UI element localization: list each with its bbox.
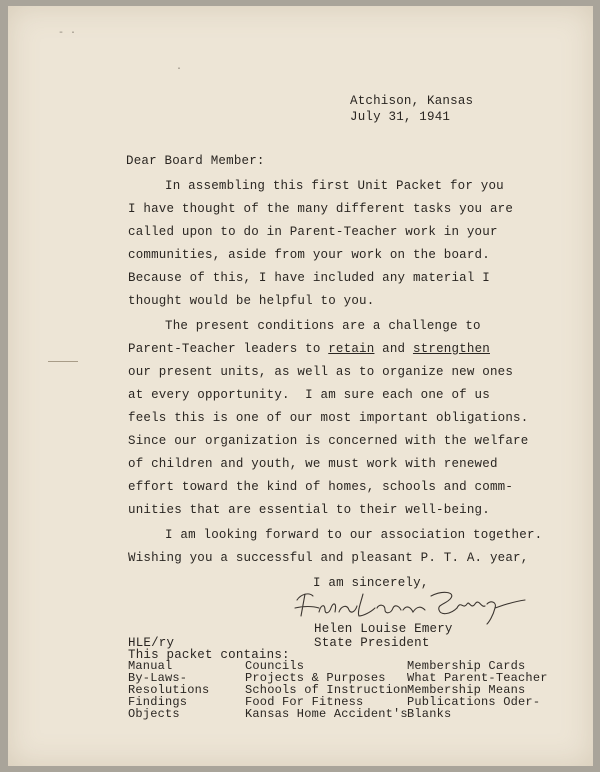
body-line: feels this is one of our most important obligations. bbox=[128, 411, 529, 425]
body-line: communities, aside from your work on the board. bbox=[128, 248, 490, 262]
packet-item: Kansas Home Accident's bbox=[245, 707, 408, 721]
body-line: of children and youth, we must work with renewed bbox=[128, 457, 498, 471]
packet-list-column bbox=[128, 660, 209, 720]
body-line: at every opportunity. I am sure each one of us bbox=[128, 388, 490, 402]
closing: I am sincerely, bbox=[313, 576, 429, 590]
packet-list-column bbox=[407, 660, 548, 720]
body-line: I am looking forward to our association together. bbox=[165, 528, 543, 542]
packet-item: Membership Means bbox=[407, 683, 526, 697]
salutation: Dear Board Member: bbox=[126, 154, 265, 168]
body-line: effort toward the kind of homes, schools and comm- bbox=[128, 480, 514, 494]
packet-item: What Parent-Teacher bbox=[407, 671, 548, 685]
packet-item: Blanks bbox=[407, 707, 452, 721]
body-line: In assembling this first Unit Packet for you bbox=[165, 179, 504, 193]
body-line: Because of this, I have included any material I bbox=[128, 271, 490, 285]
packet-item: Councils bbox=[245, 659, 305, 673]
body-line: our present units, as well as to organize new ones bbox=[128, 365, 514, 379]
paper-mark: · bbox=[176, 64, 183, 75]
body-line: The present conditions are a challenge to bbox=[165, 319, 481, 333]
packet-heading: This packet contains: bbox=[128, 648, 290, 662]
packet-item: Membership Cards bbox=[407, 659, 526, 673]
body-line: I have thought of the many different tasks you are bbox=[128, 202, 514, 216]
packet-item: By-Laws- bbox=[128, 671, 188, 685]
signer-title: State President bbox=[314, 636, 430, 650]
packet-list-column bbox=[245, 660, 408, 720]
packet-item: Manual bbox=[128, 659, 173, 673]
underlined-word-strengthen: strengthen bbox=[412, 342, 490, 356]
body-text: Parent-Teacher leaders to bbox=[128, 342, 321, 356]
body-line: Wishing you a successful and pleasant P. T. A. year, bbox=[128, 551, 529, 565]
paper-mark: - · bbox=[58, 28, 77, 39]
handwritten-signature bbox=[291, 586, 531, 626]
packet-item: Publications Oder- bbox=[407, 695, 541, 709]
body-line: unities that are essential to their well-being. bbox=[128, 503, 490, 517]
packet-item: Food For Fitness bbox=[245, 695, 364, 709]
underlined-word-retain: retain bbox=[328, 342, 375, 356]
packet-item: Findings bbox=[128, 695, 188, 709]
letter-city: Atchison, Kansas bbox=[350, 94, 474, 108]
packet-item: Projects & Purposes bbox=[245, 671, 386, 685]
signer-name: Helen Louise Emery bbox=[314, 622, 453, 636]
letter-page bbox=[8, 6, 593, 766]
body-line: called upon to do in Parent-Teacher work in your bbox=[128, 225, 498, 239]
packet-item: Objects bbox=[128, 707, 180, 721]
letter-date: July 31, 1941 bbox=[350, 110, 451, 124]
packet-item: Schools of Instruction bbox=[245, 683, 408, 697]
body-line bbox=[128, 342, 490, 356]
body-line: Since our organization is concerned with the welfare bbox=[128, 434, 529, 448]
typist-initials: HLE/ry bbox=[128, 636, 175, 650]
body-text: and bbox=[382, 342, 406, 356]
body-line: thought would be helpful to you. bbox=[128, 294, 375, 308]
packet-item: Resolutions bbox=[128, 683, 210, 697]
paper-crease bbox=[48, 361, 78, 362]
